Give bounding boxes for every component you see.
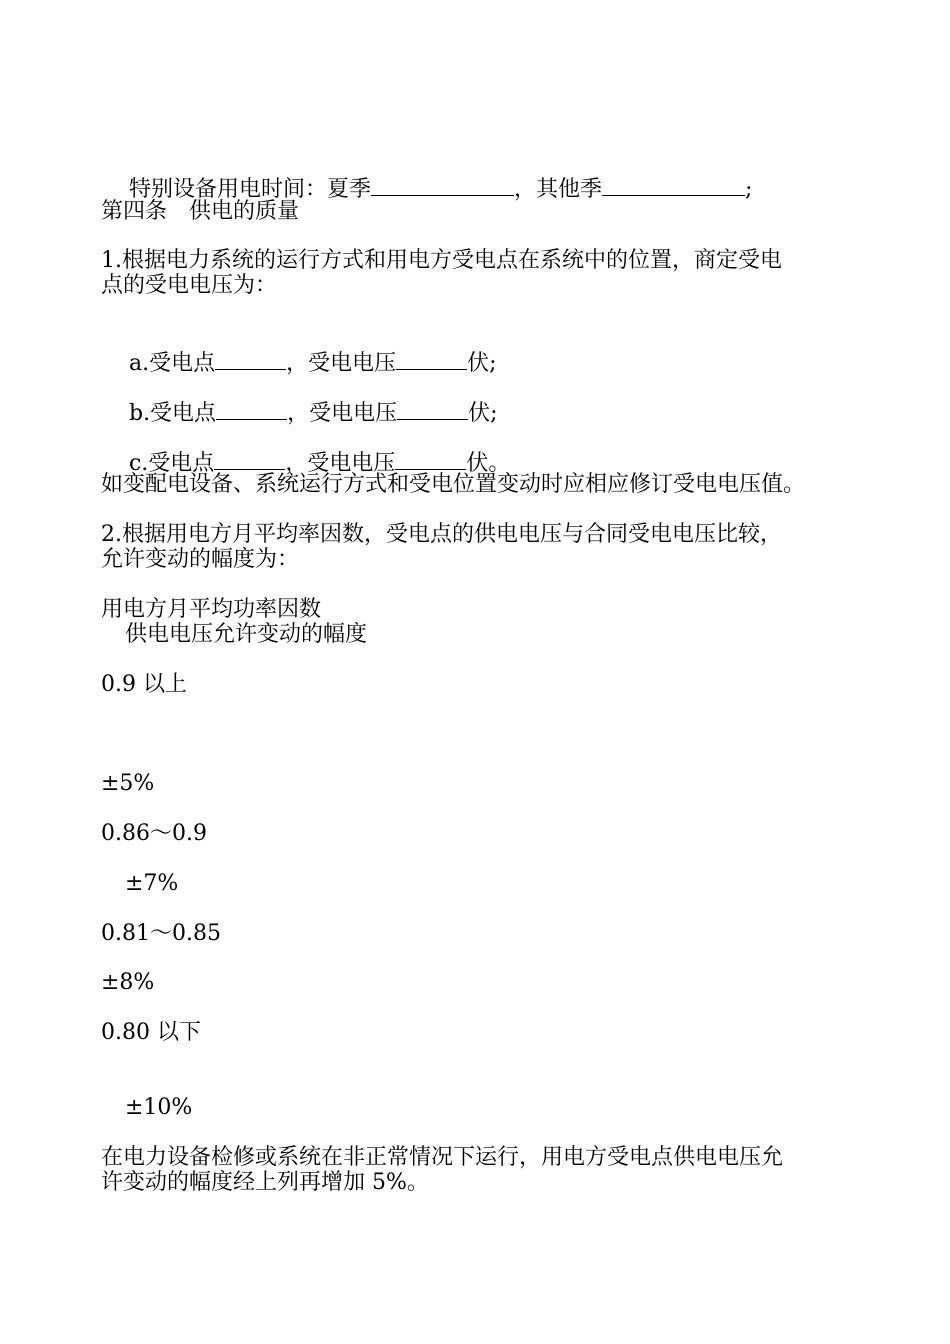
- other-season-blank: [602, 175, 745, 196]
- article-title: 第四条 供电的质量: [101, 199, 300, 224]
- clause1-line2: 点的受电电压为：: [101, 273, 278, 298]
- voltage-c-blank: [395, 449, 466, 470]
- revision-note: 如变配电设备、系统运行方式和受电位置变动时应相应修订受电电压值。: [101, 472, 806, 497]
- receiving-point-c: [101, 423, 511, 476]
- point-a-middle: ，受电电压: [286, 351, 397, 376]
- factor-row-4: 0.80 以下: [101, 1020, 201, 1045]
- voltage-a-blank: [396, 349, 467, 370]
- point-c-blank: [214, 449, 285, 470]
- point-c-suffix: 伏。: [466, 451, 511, 476]
- point-a-suffix: 伏;: [467, 351, 497, 376]
- table-header-range: 供电电压允许变动的幅度: [125, 622, 368, 647]
- point-a-blank: [215, 349, 286, 370]
- final-note-line2: 许变动的幅度经上列再增加 5%。: [101, 1170, 429, 1195]
- clause2-line2: 允许变动的幅度为：: [101, 547, 300, 572]
- range-row-3: ±8%: [101, 970, 155, 995]
- range-row-2: ±7%: [125, 871, 179, 896]
- point-a-prefix: a.受电点: [128, 351, 216, 376]
- point-c-middle: ，受电电压: [285, 451, 396, 476]
- clause1-line1: 1.根据电力系统的运行方式和用电方受电点在系统中的位置，商定受电: [101, 248, 782, 273]
- special-time-suffix: ;: [745, 177, 753, 202]
- factor-row-3: 0.81～0.85: [101, 921, 221, 946]
- final-note-line1: 在电力设备检修或系统在非正常情况下运行，用电方受电点供电电压允: [101, 1145, 784, 1170]
- factor-row-1: 0.9 以上: [101, 672, 187, 697]
- receiving-point-b: [101, 373, 498, 426]
- point-c-prefix: c.受电点: [128, 451, 215, 476]
- range-row-1: ±5%: [101, 771, 155, 796]
- point-b-blank: [216, 399, 287, 420]
- summer-blank: [371, 175, 514, 196]
- special-equipment-time-line: [101, 149, 753, 202]
- clause2-line1: 2.根据用电方月平均率因数，受电点的供电电压与合同受电电压比较，: [101, 522, 782, 547]
- point-b-prefix: b.受电点: [128, 401, 217, 426]
- special-time-middle: ，其他季: [514, 177, 603, 202]
- special-time-prefix: 特别设备用电时间：夏季: [128, 177, 371, 202]
- factor-row-2: 0.86～0.9: [101, 821, 207, 846]
- voltage-b-blank: [397, 399, 468, 420]
- receiving-point-a: [101, 323, 497, 376]
- point-b-middle: ，受电电压: [287, 401, 398, 426]
- table-header-factor: 用电方月平均功率因数: [101, 597, 322, 622]
- point-b-suffix: 伏;: [468, 401, 498, 426]
- range-row-4: ±10%: [125, 1095, 193, 1120]
